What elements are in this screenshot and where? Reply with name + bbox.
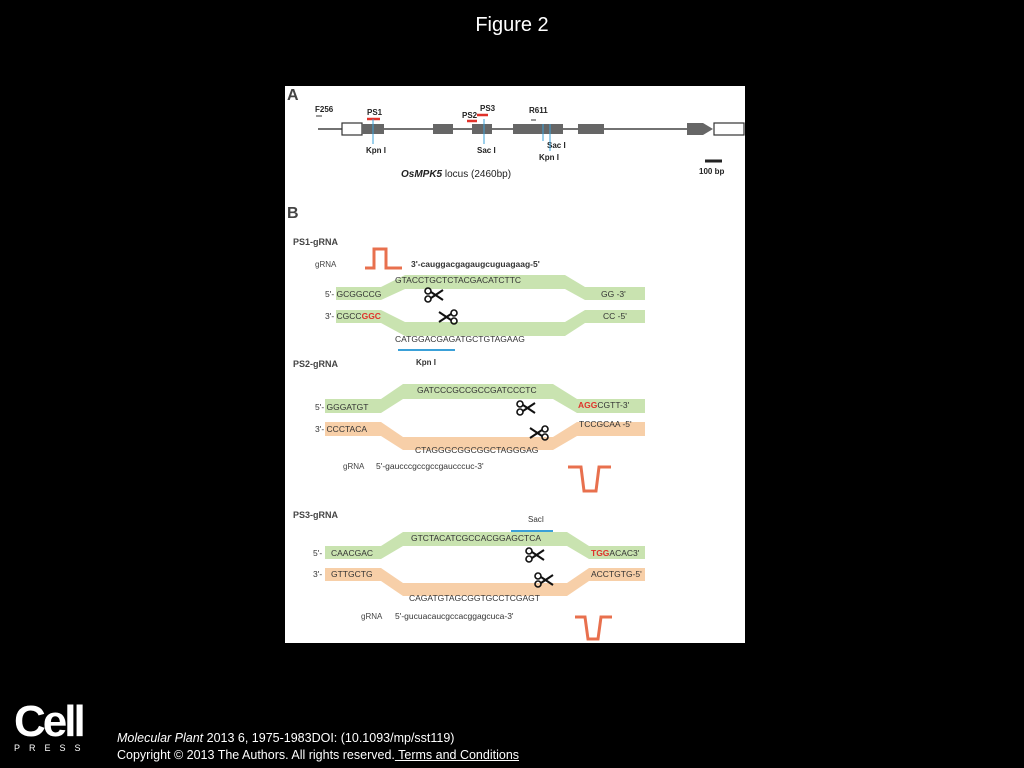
ps2-grna-seq: 5'-gaucccgccgccgaucccuc-3' xyxy=(376,461,484,471)
sac1b-site-label: Sac I xyxy=(547,141,566,150)
ps1-top-right: GG -3' xyxy=(601,289,626,299)
citation-text: 2013 6, 1975-1983DOI: (10.1093/mp/sst119) xyxy=(203,731,455,745)
ps3-grna-seq: 5'-gucuacaucgccacggagcuca-3' xyxy=(395,611,514,621)
panel-a-label: A xyxy=(287,87,299,104)
ps3-pam: TGG xyxy=(591,548,610,558)
ps3-scissors-top xyxy=(526,548,544,562)
kpn1b-site-label: Kpn I xyxy=(539,153,559,162)
ps1-bot-left-seq: 3'- CGCC xyxy=(325,311,362,321)
ps1-title: PS1-gRNA xyxy=(293,237,339,247)
ps3-top-mid: GTCTACATCGCCACGGAGCTCA xyxy=(411,533,542,543)
ps2-bot-mid: CTAGGGCGGCGGCTAGGGAG xyxy=(415,445,539,455)
logo-cell-text: Cell xyxy=(14,697,83,746)
ps2-grna-stem xyxy=(568,467,611,491)
ps1-kpn-label: Kpn I xyxy=(416,358,436,367)
ps2-bot-left: 3'- CCCTACA xyxy=(315,424,367,434)
ps1-grna-seq: 3'-cauggacgagaugcuguagaag-5' xyxy=(411,259,540,269)
ps1-grna-stem xyxy=(365,249,402,268)
ps1-top-left: 5'- GCGGCCG xyxy=(325,289,382,299)
panel-b-label: B xyxy=(287,205,299,222)
ps1-pam: GGC xyxy=(361,311,381,321)
exon-3 xyxy=(472,124,492,134)
sac1-site-label: Sac I xyxy=(477,146,496,155)
ps3-top-left-pre: 5'- xyxy=(313,548,323,558)
ps3-bot-left-pre: 3'- xyxy=(313,569,323,579)
ps1-label: PS1 xyxy=(367,108,383,117)
ps3-title: PS3-gRNA xyxy=(293,510,339,520)
figure-diagram xyxy=(285,86,745,643)
ps3-top-left: CAACGAC xyxy=(331,548,374,558)
ps3-grna-label: gRNA xyxy=(361,612,383,621)
ps1-grna-label: gRNA xyxy=(315,260,337,269)
logo-press-text: PRESS xyxy=(14,743,90,753)
journal-name: Molecular Plant xyxy=(117,731,204,745)
copyright-text: Copyright © 2013 The Authors. All rights reserved. xyxy=(117,748,395,762)
ps3-label: PS3 xyxy=(480,104,496,113)
scale-label: 100 bp xyxy=(699,167,725,176)
utr-5 xyxy=(342,123,362,135)
ps1-bot-mid: CATGGACGAGATGCTGTAGAAG xyxy=(395,334,525,344)
ps2-grna-label: gRNA xyxy=(343,462,365,471)
ps2-pam: AGG xyxy=(578,400,598,410)
utr-3 xyxy=(714,123,744,135)
terms-link[interactable]: Terms and Conditions xyxy=(394,748,520,762)
ps2-title: PS2-gRNA xyxy=(293,359,339,369)
exon-2 xyxy=(433,124,453,134)
ps2-top-right xyxy=(578,400,630,410)
ps1-bot-left xyxy=(325,311,381,321)
ps1-bot-right: CC -5' xyxy=(603,311,627,321)
exon-4 xyxy=(513,124,563,134)
locus-gene: OsMPK5 xyxy=(401,169,443,180)
primer-r-label: R611 xyxy=(529,106,548,115)
locus-rest: locus (2460bp) xyxy=(442,169,512,180)
kpn1-site-label: Kpn I xyxy=(366,146,386,155)
ps2-scissors-top xyxy=(517,401,535,415)
ps3-bot-left: GTTGCTG xyxy=(331,569,373,579)
ps3-top-right-seq: ACAC3' xyxy=(609,548,640,558)
ps1-top-mid: GTACCTGCTCTACGACATCTTC xyxy=(395,275,522,285)
ps3-bot-mid: CAGATGTAGCGGTGCCTCGAGT xyxy=(409,593,540,603)
footer xyxy=(117,730,519,764)
exon-6-arrow xyxy=(687,123,713,135)
cell-press-logo xyxy=(14,697,90,753)
ps2-top-right-seq: CGTT-3' xyxy=(597,400,630,410)
ps2-top-mid: GATCCCGCCGCCGATCCCTC xyxy=(417,385,537,395)
ps2-bot-right: TCCGCAA -5' xyxy=(579,419,632,429)
ps3-sac-label: SacI xyxy=(528,515,545,524)
primer-f-label: F256 xyxy=(315,105,334,114)
copyright-line xyxy=(117,747,519,764)
ps2-label: PS2 xyxy=(462,111,478,120)
citation-line xyxy=(117,730,519,747)
exon-5 xyxy=(578,124,604,134)
figure-panel xyxy=(285,86,745,643)
ps3-top-right xyxy=(591,548,640,558)
slide-title: Figure 2 xyxy=(475,14,549,36)
ps3-grna-stem xyxy=(575,617,612,639)
ps2-top-left: 5'- GGGATGT xyxy=(315,402,369,412)
ps3-bot-right: ACCTGTG-5' xyxy=(591,569,642,579)
locus-caption xyxy=(401,169,511,180)
